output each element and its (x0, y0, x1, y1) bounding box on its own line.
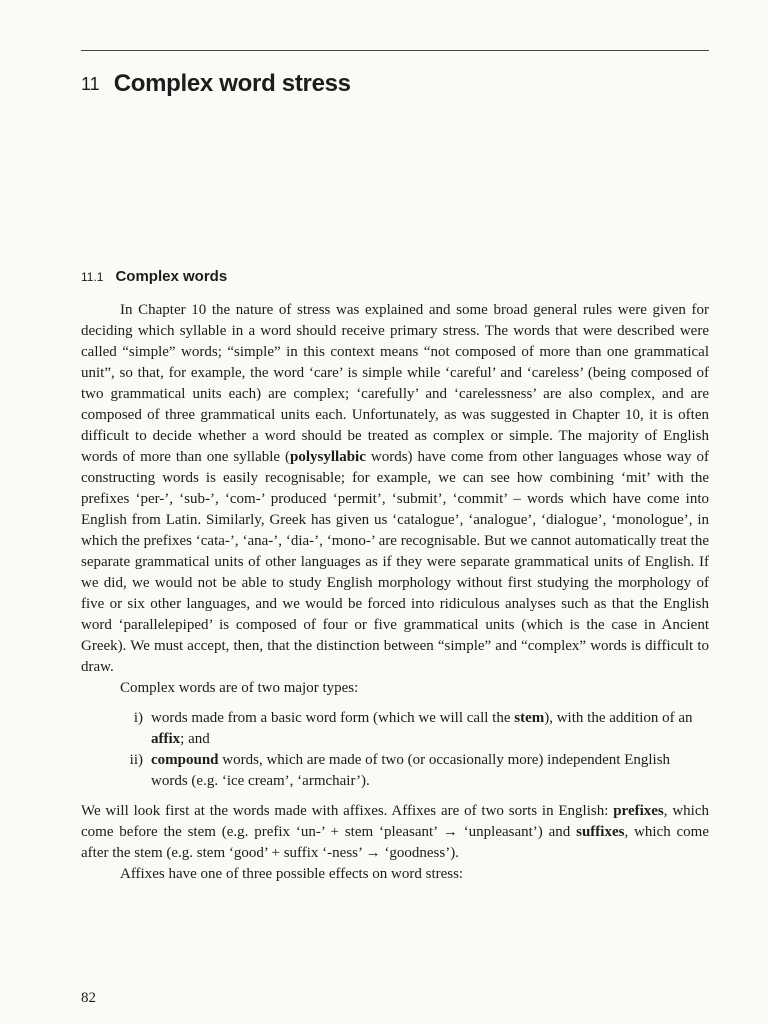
body-text (81, 300, 709, 885)
list-item (81, 750, 709, 792)
section-number: 11.1 (81, 270, 104, 284)
paragraph-3 (81, 801, 709, 864)
text-run: In Chapter 10 the nature of stress was explained and some broad general rules were given for deciding which syllable in a word should receive primary stress. The words that were described were called “simple” words; “simple” in this context means “not composed of more than one grammatical unit”, so that, for example, the word ‘care’ is simple while ‘careful’ and ‘careless’ (being composed of two grammatical units each) are complex; ‘carefully’ and ‘carelessness’ are also complex, and are composed of three grammatical units each. Unfortunately, as was suggested in Chapter 10, it is often difficult to decide whether a word should be treated as complex or simple. The majority of English words of more than one syllable ( (81, 302, 709, 465)
list-marker: ii) (129, 752, 143, 768)
text-run: words made from a basic word form (which we will call the (151, 710, 515, 726)
page-number: 82 (81, 990, 96, 1006)
text-run: , which come after the stem (e.g. stem ‘good’ + suffix ‘-ness’ → ‘goodness’). (81, 824, 710, 861)
section-title: Complex words (115, 268, 228, 285)
text-run: words) have come from other languages whose way of constructing words is easily recognisable; for example, we can see how combining ‘mit’ with the prefixes ‘per-’, ‘sub-’, ‘com-’ produced ‘permit’, ‘submit’, ‘commit’ – words which have come into English from Latin. Similarly, Greek has given us ‘catalogue’, ‘analogue’, ‘dialogue’, ‘monologue’, in which the prefixes ‘cata-’, ‘ana-’, ‘dia-’, ‘mono-’ are recognisable. But we cannot automatically treat the separate grammatical units of other languages as if they were separate grammatical units of English. If we did, we would not be able to study English morphology without first studying the morphology of five or six other languages, and we would be forced into ridiculous analyses such as that the English word ‘parallelepiped’ is composed of four or five grammatical units (which is the case in Ancient Greek). We must accept, then, that the distinction between “simple” and “complex” words is difficult to draw. (81, 449, 709, 675)
text-run: , which come before the stem (e.g. prefix ‘un-’ + stem ‘pleasant’ → ‘unpleasant’) and (81, 803, 709, 840)
term-polysyllabic: polysyllabic (290, 449, 366, 465)
text-run: ), with the addition of an (544, 710, 693, 726)
chapter-number: 11 (81, 74, 100, 94)
affix-type-list (81, 708, 709, 792)
chapter-title: Complex word stress (113, 70, 351, 97)
text-run: ; and (180, 731, 210, 747)
list-marker: i) (133, 710, 143, 726)
text-run: words, which are made of two (or occasionally more) independent English words (e.g. ‘ice cream’, ‘armchair’). (151, 752, 671, 789)
term-compound: compound (151, 752, 219, 768)
term-prefixes: prefixes (613, 803, 664, 819)
section-heading (81, 268, 227, 286)
term-stem: stem (514, 710, 545, 726)
text-run: We will look first at the words made with affixes. Affixes are of two sorts in English: (81, 803, 614, 819)
paragraph-1 (81, 300, 709, 678)
term-affix: affix (151, 731, 181, 747)
paragraph-2: Complex words are of two major types: (120, 680, 359, 696)
list-item (81, 708, 709, 750)
term-suffixes: suffixes (576, 824, 625, 840)
header-rule (81, 50, 709, 51)
paragraph-4: Affixes have one of three possible effects on word stress: (120, 866, 464, 882)
chapter-heading (81, 70, 351, 98)
